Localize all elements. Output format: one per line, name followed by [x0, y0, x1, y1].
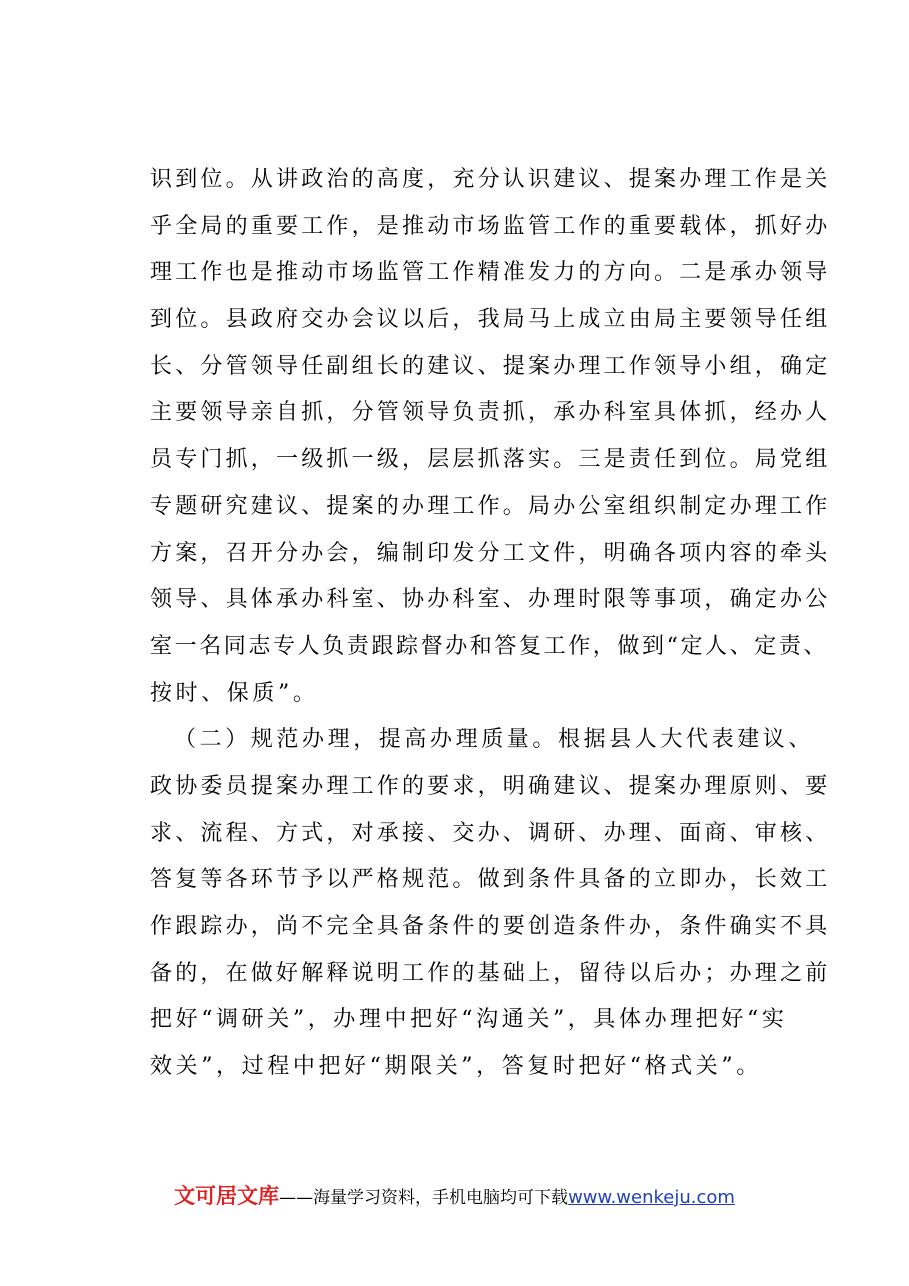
text-line: 员专门抓，一级抓一级，层层抓落实。三是责任到位。局党组: [150, 447, 831, 473]
text-line: 求、流程、方式，对承接、交办、调研、办理、面商、审核、: [150, 820, 831, 846]
text-line: 把好“调研关”，办理中把好“沟通关”，具体办理把好“实: [150, 1007, 788, 1033]
footer-banner: [0, 1180, 909, 1212]
text-line: 专题研究建议、提案的办理工作。局办公室组织制定办理工作: [150, 493, 831, 519]
text-line: 作跟踪办，尚不完全具备条件的要创造条件办，条件确实不具: [150, 914, 831, 939]
text-line: 备的，在做好解释说明工作的基础上，留待以后办；办理之前: [150, 960, 831, 986]
text-line: 到位。县政府交办会议以后，我局马上成立由局主要领导任组: [150, 307, 831, 333]
section-heading-line: （二）规范办理，提高办理质量。根据县人大代表建议、: [174, 727, 815, 753]
text-line: 政协委员提案办理工作的要求，明确建议、提案办理原则、要: [150, 773, 831, 799]
text-line: 答复等各环节予以严格规范。做到条件具备的立即办，长效工: [150, 867, 831, 893]
text-line: 识到位。从讲政治的高度，充分认识建议、提案办理工作是关: [150, 167, 831, 192]
text-line: 理工作也是推动市场监管工作精准发力的方向。二是承办领导: [150, 260, 831, 286]
text-line: 方案，召开分办会，编制印发分工文件，明确各项内容的牵头: [150, 540, 831, 566]
text-line: 主要领导亲自抓，分管领导负责抓，承办科室具体抓，经办人: [150, 400, 831, 426]
document-body: [150, 157, 830, 1091]
text-line: 室一名同志专人负责跟踪督办和答复工作，做到“定人、定责、: [150, 633, 829, 659]
text-line: 按时、保质”。: [150, 680, 319, 706]
footer-url-link[interactable]: www.wenkeju.com: [568, 1187, 735, 1208]
text-line: 乎全局的重要工作，是推动市场监管工作的重要载体，抓好办: [150, 213, 831, 239]
text-line: 效关”，过程中把好“期限关”，答复时把好“格式关”。: [150, 1054, 762, 1080]
footer-tagline: ——海量学习资料，手机电脑均可下载: [279, 1188, 569, 1208]
footer-brand: 文可居文库: [174, 1184, 280, 1208]
text-line: 长、分管领导任副组长的建议、提案办理工作领导小组，确定: [150, 353, 831, 379]
text-line: 领导、具体承办科室、协办科室、办理时限等事项，确定办公: [150, 587, 831, 613]
